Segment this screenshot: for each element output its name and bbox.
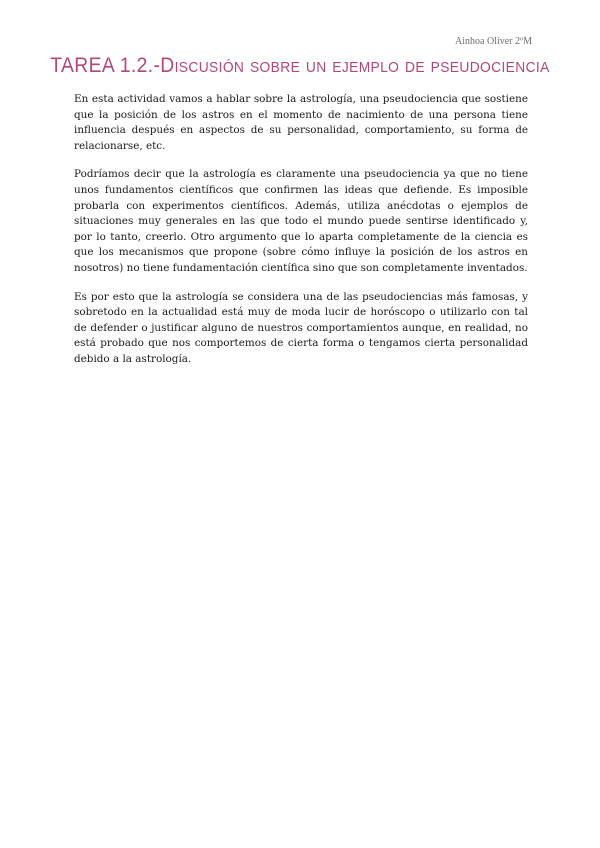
paragraph-3: Es por esto que la astrología se considera una de las pseudociencias más famosas, y sobretodo en la actualidad está muy de moda lucir de horóscopo o utilizarlo con tal de defender o justificar alguno de nuestros comportamientos aunque, en realidad, no está probado que nos comportemos de cierta forma o tengamos cierta personalidad debido a la astrología. [74, 290, 528, 365]
document-body [74, 92, 528, 381]
page-title [24, 54, 576, 78]
author-header: Ainhoa Oliver 2ºM [455, 36, 532, 47]
page-title-text: TAREA 1.2.-Discusión sobre un ejemplo de pseudociencia [50, 54, 550, 77]
paragraph-1: En esta actividad vamos a hablar sobre la astrología, una pseudociencia que sostiene que la posición de los astros en el momento de nacimiento de una persona tiene influencia después en aspectos de su personalidad, comportamiento, su forma de relacionarse, etc. [74, 93, 528, 152]
paragraph-2: Podríamos decir que la astrología es claramente una pseudociencia ya que no tiene unos fundamentos científicos que confirmen las ideas que defiende. Es imposible probarla con experimentos científicos. Además, utiliza anécdotas o ejemplos de situaciones muy generales en las que todo el mundo puede sentirse identificado y, por lo tanto, creerlo. Otro argumento que lo aparta completamente de la ciencia es que los mecanismos que propone (sobre cómo influye la posición de los astros en nosotros) no tiene fundamentación científica sino que son completamente inventados. [74, 168, 528, 274]
